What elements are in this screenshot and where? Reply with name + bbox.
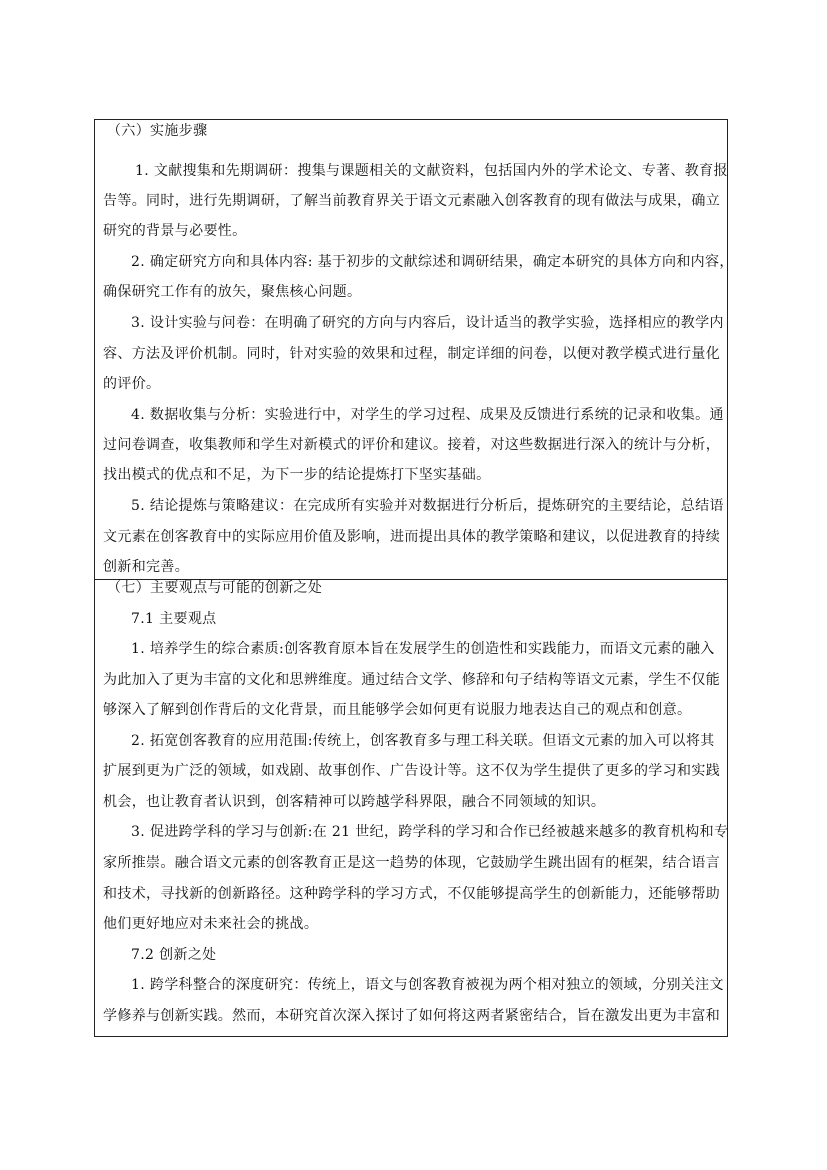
- paragraph-line: 文元素在创客教育中的实际应用价值及影响，进而提出具体的教学策略和建议，以促进教育的持续: [103, 529, 721, 545]
- paragraph-line: 2. 确定研究方向和具体内容: 基于初步的文献综述和调研结果，确定本研究的具体方向和内容，: [131, 254, 734, 270]
- paragraph-line: 3. 设计实验与问卷：在明确了研究的方向与内容后，设计适当的教学实验，选择相应的教学内: [131, 315, 724, 331]
- paragraph-line: 过问卷调查，收集教师和学生对新模式的评价和建议。接着，对这些数据进行深入的统计与分析，: [103, 437, 721, 453]
- section-implementation-steps: [95, 120, 734, 580]
- paragraph-line: 学修养与创新实践。然而，本研究首次深入探讨了如何将这两者紧密结合，旨在激发出更为丰富和: [103, 1008, 721, 1024]
- proposal-table: [94, 119, 734, 1037]
- paragraph-line: 1. 培养学生的综合素质:创客教育原本旨在发展学生的创造性和实践能力，而语文元素的融入: [131, 641, 715, 657]
- paragraph-line: 为此加入了更为丰富的文化和思辨维度。通过结合文学、修辞和句子结构等语文元素，学生不仅能: [103, 672, 721, 688]
- paragraph-line: 2. 拓宽创客教育的应用范围:传统上，创客教育多与理工科关联。但语文元素的加入可以将其: [131, 733, 715, 749]
- paragraph-line: 扩展到更为广泛的领域，如戏剧、故事创作、广告设计等。这不仅为学生提供了更多的学习和实践: [103, 763, 721, 779]
- section-heading: （七）主要观点与可能的创新之处: [107, 580, 323, 596]
- subsection-heading: 7.1 主要观点: [131, 611, 217, 627]
- paragraph-line: 机会，也让教育者认识到，创客精神可以跨越学科界限，融合不同领域的知识。: [103, 794, 606, 810]
- paragraph-line: 5. 结论提炼与策略建议：在完成所有实验并对数据进行分析后，提炼研究的主要结论，总结语: [131, 498, 724, 514]
- paragraph-line: 够深入了解到创作背后的文化背景，而且能够学会如何更有说服力地表达自己的观点和创意。: [103, 702, 692, 718]
- paragraph-line: 告等。同时，进行先期调研，了解当前教育界关于语文元素融入创客教育的现有做法与成果，确立: [103, 193, 721, 209]
- paragraph-line: 的评价。: [103, 376, 161, 392]
- subsection-heading: 7.2 创新之处: [131, 947, 217, 963]
- paragraph-line: 3. 促进跨学科的学习与创新:在 21 世纪，跨学科的学习和合作已经被越来越多的教育机构和专: [131, 824, 729, 840]
- paragraph-line: 他们更好地应对未来社会的挑战。: [103, 916, 319, 932]
- paragraph-line: 找出模式的优点和不足，为下一步的结论提炼打下坚实基础。: [103, 467, 491, 483]
- paragraph-line: 和技术，寻找新的创新路径。这种跨学科的学习方式，不仅能够提高学生的创新能力，还能够帮助: [103, 886, 721, 902]
- paragraph-line: 创新和完善。: [103, 559, 190, 575]
- section-heading: （六）实施步骤: [107, 123, 208, 139]
- paragraph-line: 1. 跨学科整合的深度研究：传统上，语文与创客教育被视为两个相对独立的领域，分别关注文: [131, 977, 724, 993]
- paragraph-line: 研究的背景与必要性。: [103, 223, 247, 239]
- section-viewpoints-innovations: [95, 579, 727, 1037]
- paragraph-line: 4. 数据收集与分析：实验进行中，对学生的学习过程、成果及反馈进行系统的记录和收集。通: [131, 407, 724, 423]
- paragraph-line: 确保研究工作有的放矢，聚焦核心问题。: [103, 284, 362, 300]
- paragraph-line: 家所推崇。融合语文元素的创客教育正是这一趋势的体现，它鼓励学生跳出固有的框架，结合语言: [103, 855, 721, 871]
- paragraph-line: 容、方法及评价机制。同时，针对实验的效果和过程，制定详细的问卷，以便对教学模式进行量化: [103, 346, 721, 362]
- paragraph-line: 1. 文献搜集和先期调研：搜集与课题相关的文献资料，包括国内外的学术论文、专著、教育报: [135, 163, 728, 179]
